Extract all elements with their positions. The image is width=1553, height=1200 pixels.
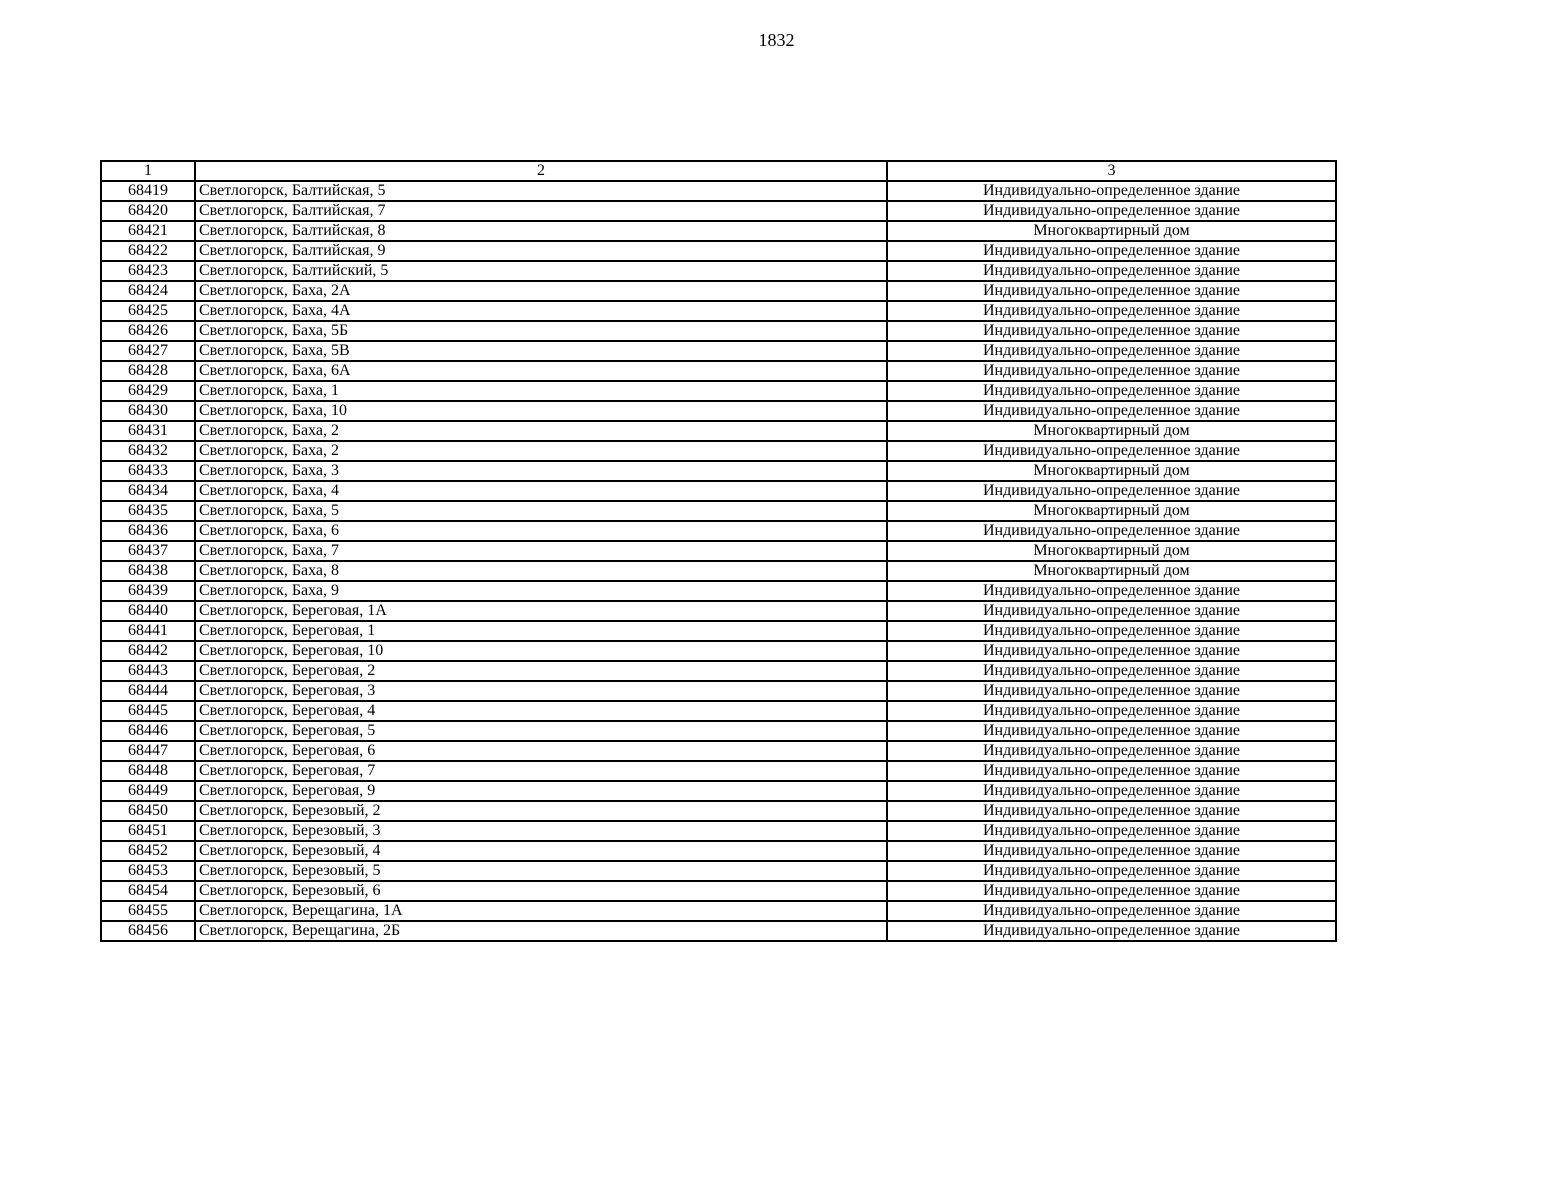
table-row [101, 481, 1336, 501]
row-type-cell: Индивидуально-определенное здание [887, 601, 1336, 621]
table-row [101, 261, 1336, 281]
row-type-cell: Индивидуально-определенное здание [887, 781, 1336, 801]
row-address-cell: Светлогорск, Баха, 5 [195, 501, 887, 521]
table-row [101, 821, 1336, 841]
table-row [101, 701, 1336, 721]
row-address-cell: Светлогорск, Баха, 2А [195, 281, 887, 301]
row-type-cell: Индивидуально-определенное здание [887, 401, 1336, 421]
table-row [101, 621, 1336, 641]
row-address-cell: Светлогорск, Береговая, 5 [195, 721, 887, 741]
row-type-cell: Индивидуально-определенное здание [887, 721, 1336, 741]
row-address-cell: Светлогорск, Береговая, 3 [195, 681, 887, 701]
row-id-cell: 68449 [101, 781, 195, 801]
row-address-cell: Светлогорск, Баха, 6А [195, 361, 887, 381]
row-id-cell: 68428 [101, 361, 195, 381]
row-type-cell: Многоквартирный дом [887, 221, 1336, 241]
row-type-cell: Индивидуально-определенное здание [887, 681, 1336, 701]
row-type-cell: Индивидуально-определенное здание [887, 181, 1336, 201]
row-address-cell: Светлогорск, Баха, 9 [195, 581, 887, 601]
row-type-cell: Индивидуально-определенное здание [887, 861, 1336, 881]
row-type-cell: Многоквартирный дом [887, 501, 1336, 521]
row-id-cell: 68431 [101, 421, 195, 441]
table-row [101, 801, 1336, 821]
row-id-cell: 68429 [101, 381, 195, 401]
registry-table-body [101, 161, 1336, 941]
table-row [101, 421, 1336, 441]
table-row [101, 201, 1336, 221]
table-row [101, 581, 1336, 601]
table-row [101, 341, 1336, 361]
row-id-cell: 68430 [101, 401, 195, 421]
registry-table [100, 160, 1337, 942]
row-address-cell: Светлогорск, Березовый, 2 [195, 801, 887, 821]
row-id-cell: 68420 [101, 201, 195, 221]
table-header-row [101, 161, 1336, 181]
row-address-cell: Светлогорск, Береговая, 4 [195, 701, 887, 721]
row-address-cell: Светлогорск, Балтийская, 9 [195, 241, 887, 261]
row-type-cell: Индивидуально-определенное здание [887, 901, 1336, 921]
row-address-cell: Светлогорск, Баха, 5В [195, 341, 887, 361]
row-address-cell: Светлогорск, Баха, 4 [195, 481, 887, 501]
table-row [101, 241, 1336, 261]
row-id-cell: 68423 [101, 261, 195, 281]
row-type-cell: Индивидуально-определенное здание [887, 921, 1336, 941]
row-address-cell: Светлогорск, Береговая, 7 [195, 761, 887, 781]
row-type-cell: Индивидуально-определенное здание [887, 201, 1336, 221]
table-row [101, 661, 1336, 681]
table-row [101, 521, 1336, 541]
row-id-cell: 68434 [101, 481, 195, 501]
row-type-cell: Индивидуально-определенное здание [887, 641, 1336, 661]
row-id-cell: 68444 [101, 681, 195, 701]
table-row [101, 641, 1336, 661]
table-row [101, 561, 1336, 581]
row-id-cell: 68448 [101, 761, 195, 781]
row-id-cell: 68439 [101, 581, 195, 601]
row-id-cell: 68453 [101, 861, 195, 881]
table-row [101, 301, 1336, 321]
table-row [101, 501, 1336, 521]
row-address-cell: Светлогорск, Береговая, 9 [195, 781, 887, 801]
table-row [101, 741, 1336, 761]
table-row [101, 361, 1336, 381]
table-row [101, 721, 1336, 741]
row-type-cell: Индивидуально-определенное здание [887, 301, 1336, 321]
row-address-cell: Светлогорск, Баха, 2 [195, 441, 887, 461]
row-type-cell: Индивидуально-определенное здание [887, 261, 1336, 281]
table-row [101, 921, 1336, 941]
row-id-cell: 68435 [101, 501, 195, 521]
row-id-cell: 68433 [101, 461, 195, 481]
table-row [101, 281, 1336, 301]
table-row [101, 181, 1336, 201]
row-address-cell: Светлогорск, Баха, 3 [195, 461, 887, 481]
row-type-cell: Индивидуально-определенное здание [887, 521, 1336, 541]
row-type-cell: Индивидуально-определенное здание [887, 321, 1336, 341]
row-type-cell: Многоквартирный дом [887, 541, 1336, 561]
row-address-cell: Светлогорск, Березовый, 4 [195, 841, 887, 861]
table-row [101, 841, 1336, 861]
row-type-cell: Многоквартирный дом [887, 461, 1336, 481]
column-header-1: 1 [101, 161, 195, 181]
row-id-cell: 68455 [101, 901, 195, 921]
row-type-cell: Многоквартирный дом [887, 561, 1336, 581]
row-type-cell: Индивидуально-определенное здание [887, 841, 1336, 861]
row-type-cell: Индивидуально-определенное здание [887, 741, 1336, 761]
table-row [101, 461, 1336, 481]
row-type-cell: Индивидуально-определенное здание [887, 801, 1336, 821]
row-type-cell: Индивидуально-определенное здание [887, 241, 1336, 261]
row-type-cell: Индивидуально-определенное здание [887, 381, 1336, 401]
row-id-cell: 68419 [101, 181, 195, 201]
row-address-cell: Светлогорск, Баха, 7 [195, 541, 887, 561]
page-number: 1832 [758, 30, 795, 50]
row-address-cell: Светлогорск, Береговая, 10 [195, 641, 887, 661]
table-row [101, 781, 1336, 801]
row-type-cell: Индивидуально-определенное здание [887, 441, 1336, 461]
row-address-cell: Светлогорск, Баха, 5Б [195, 321, 887, 341]
column-header-2: 2 [195, 161, 887, 181]
row-id-cell: 68451 [101, 821, 195, 841]
table-row [101, 401, 1336, 421]
row-id-cell: 68427 [101, 341, 195, 361]
row-address-cell: Светлогорск, Балтийская, 8 [195, 221, 887, 241]
row-id-cell: 68440 [101, 601, 195, 621]
table-row [101, 381, 1336, 401]
row-id-cell: 68456 [101, 921, 195, 941]
table-row [101, 681, 1336, 701]
row-id-cell: 68450 [101, 801, 195, 821]
row-id-cell: 68426 [101, 321, 195, 341]
row-type-cell: Индивидуально-определенное здание [887, 621, 1336, 641]
row-type-cell: Индивидуально-определенное здание [887, 281, 1336, 301]
row-address-cell: Светлогорск, Верещагина, 1А [195, 901, 887, 921]
row-address-cell: Светлогорск, Балтийская, 7 [195, 201, 887, 221]
row-address-cell: Светлогорск, Береговая, 2 [195, 661, 887, 681]
row-id-cell: 68454 [101, 881, 195, 901]
row-type-cell: Индивидуально-определенное здание [887, 881, 1336, 901]
row-id-cell: 68441 [101, 621, 195, 641]
row-address-cell: Светлогорск, Березовый, 3 [195, 821, 887, 841]
row-type-cell: Многоквартирный дом [887, 421, 1336, 441]
row-id-cell: 68446 [101, 721, 195, 741]
table-row [101, 881, 1336, 901]
table-row [101, 901, 1336, 921]
row-id-cell: 68437 [101, 541, 195, 561]
row-type-cell: Индивидуально-определенное здание [887, 661, 1336, 681]
row-type-cell: Индивидуально-определенное здание [887, 761, 1336, 781]
table-row [101, 441, 1336, 461]
row-address-cell: Светлогорск, Баха, 10 [195, 401, 887, 421]
row-address-cell: Светлогорск, Верещагина, 2Б [195, 921, 887, 941]
row-id-cell: 68424 [101, 281, 195, 301]
table-row [101, 601, 1336, 621]
row-id-cell: 68445 [101, 701, 195, 721]
row-type-cell: Индивидуально-определенное здание [887, 701, 1336, 721]
row-address-cell: Светлогорск, Баха, 6 [195, 521, 887, 541]
table-row [101, 541, 1336, 561]
row-type-cell: Индивидуально-определенное здание [887, 821, 1336, 841]
row-type-cell: Индивидуально-определенное здание [887, 341, 1336, 361]
row-id-cell: 68422 [101, 241, 195, 261]
row-type-cell: Индивидуально-определенное здание [887, 581, 1336, 601]
table-row [101, 221, 1336, 241]
row-id-cell: 68438 [101, 561, 195, 581]
row-id-cell: 68447 [101, 741, 195, 761]
table-row [101, 761, 1336, 781]
row-address-cell: Светлогорск, Баха, 8 [195, 561, 887, 581]
row-address-cell: Светлогорск, Береговая, 1А [195, 601, 887, 621]
row-id-cell: 68443 [101, 661, 195, 681]
row-address-cell: Светлогорск, Балтийская, 5 [195, 181, 887, 201]
row-address-cell: Светлогорск, Баха, 1 [195, 381, 887, 401]
row-address-cell: Светлогорск, Баха, 4А [195, 301, 887, 321]
table-row [101, 861, 1336, 881]
row-address-cell: Светлогорск, Березовый, 6 [195, 881, 887, 901]
row-id-cell: 68425 [101, 301, 195, 321]
row-type-cell: Индивидуально-определенное здание [887, 481, 1336, 501]
row-address-cell: Светлогорск, Березовый, 5 [195, 861, 887, 881]
row-id-cell: 68452 [101, 841, 195, 861]
row-id-cell: 68442 [101, 641, 195, 661]
row-id-cell: 68421 [101, 221, 195, 241]
row-type-cell: Индивидуально-определенное здание [887, 361, 1336, 381]
row-id-cell: 68432 [101, 441, 195, 461]
row-address-cell: Светлогорск, Береговая, 1 [195, 621, 887, 641]
row-address-cell: Светлогорск, Береговая, 6 [195, 741, 887, 761]
row-address-cell: Светлогорск, Балтийский, 5 [195, 261, 887, 281]
column-header-3: 3 [887, 161, 1336, 181]
table-row [101, 321, 1336, 341]
row-id-cell: 68436 [101, 521, 195, 541]
row-address-cell: Светлогорск, Баха, 2 [195, 421, 887, 441]
